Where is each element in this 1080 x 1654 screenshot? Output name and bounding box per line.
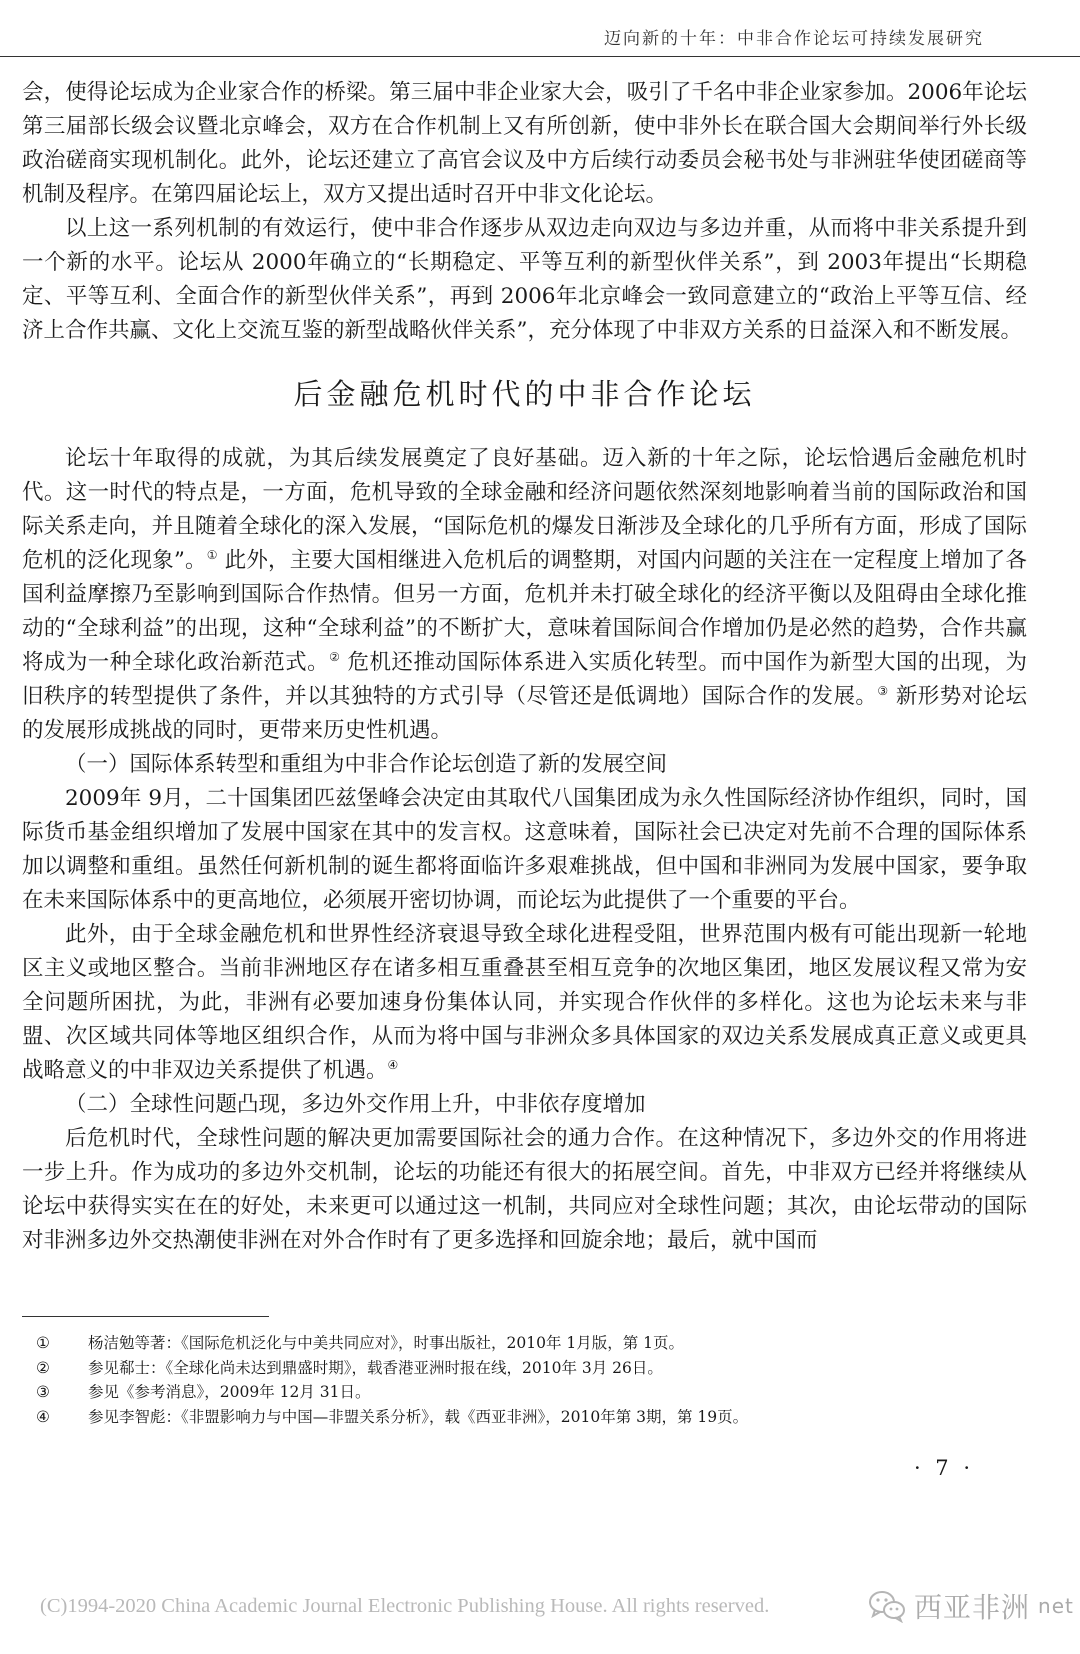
footnote [36, 1331, 1016, 1356]
running-header: 迈向新的十年：中非合作论坛可持续发展研究 [604, 29, 984, 49]
footnote-marker: ④ [36, 1407, 50, 1426]
paragraph [22, 918, 1027, 1088]
footnote-marker: ② [36, 1358, 50, 1377]
wechat-icon [868, 1589, 906, 1623]
footnote [36, 1380, 1016, 1405]
paragraph-text: 此外，由于全球金融危机和世界性经济衰退导致全球化进程受阻，世界范围内极有可能出现新一轮地区主义或地区整合。当前非洲地区存在诸多相互重叠甚至相互竞争的次地区集团，地区发展议程又常为安全问题所困扰，为此，非洲有必要加速身份集体认同，并实现合作伙伴的多样化。这也为论坛未来与非盟、次区域共同体等地区组织合作，从而为将中国与非洲众多具体国家的双边关系发展成真正意义或更具战略意义的中非双边关系提供了机遇。 [22, 922, 1027, 1083]
watermark-text: 西亚非洲 [914, 1591, 1031, 1624]
footnote-rule [22, 1316, 269, 1317]
footnote [36, 1405, 1016, 1430]
footnote-text: 参见郗士：《全球化尚未达到鼎盛时期》，载香港亚洲时报在线，2010年 3月 26日。 [88, 1358, 663, 1377]
paragraph [22, 442, 1027, 748]
footnote-text: 参见《参考消息》，2009年 12月 31日。 [88, 1383, 371, 1401]
copyright-notice: (C)1994-2020 China Academic Journal Electronic Publishing House. All rights reserved. [40, 1595, 770, 1617]
subsection-heading: （一）国际体系转型和重组为中非合作论坛创造了新的发展空间 [65, 752, 668, 777]
paragraph-text: 此外，主要大国相继进入危机后的调整期，对国内问题的关注在一定程度上增加了各国利益摩擦乃至影响到国际合作热情。但另一方面，危机并未打破全球化的经济平衡以及阻碍由全球化推动的“全球利益”的出现，这种“全球利益”的不断扩大，意味着国际间合作增加仍是必然的趋势，合作共赢将成为一种全球化政治新范式。 [22, 548, 1027, 675]
body-text [22, 76, 1027, 1258]
footnote-marker: ① [36, 1334, 50, 1352]
paragraph: 后危机时代，全球性问题的解决更加需要国际社会的通力合作。在这种情况下，多边外交的作用将进一步上升。作为成功的多边外交机制，论坛的功能还有很大的拓展空间。首先，中非双方已经并将继续从论坛中获得实实在在的好处，未来更可以通过这一机制，共同应对全球性问题；其次，由论坛带动的国际对非洲多边外交热潮使非洲在对外合作时有了更多选择和回旋余地；最后，就中国而 [22, 1126, 1027, 1253]
subsection-heading: （二）全球性问题凸现，多边外交作用上升，中非依存度增加 [65, 1092, 646, 1117]
footnote-ref: ③ [877, 683, 889, 698]
paragraph-text: 论坛十年取得的成就，为其后续发展奠定了良好基础。迈入新的十年之际，论坛恰遇后金融危机时代。这一时代的特点是，一方面，危机导致的全球金融和经济问题依然深刻地影响着当前的国际政治和国际关系走向，并且随着全球化的深入发展，“国际危机的爆发日渐涉及全球化的几乎所有方面，形成了国际危机的泛化现象”。 [22, 446, 1027, 573]
footnote-text: 参见李智彪：《非盟影响力与中国—非盟关系分析》，载《西亚非洲》，2010年第 3期，第 19页。 [88, 1407, 749, 1426]
footnote-ref: ① [206, 547, 218, 562]
watermark-tail: net [1038, 1594, 1074, 1618]
paragraph: 2009年 9月，二十国集团匹兹堡峰会决定由其取代八国集团成为永久性国际经济协作组织，同时，国际货币基金组织增加了发展中国家在其中的发言权。这意味着，国际社会已决定对先前不合理的国际体系加以调整和重组。虽然任何新机制的诞生都将面临许多艰难挑战，但中国和非洲同为发展中国家，要争取在未来国际体系中的更高地位，必须展开密切协调，而论坛为此提供了一个重要的平台。 [22, 786, 1027, 913]
paragraph-text: 新形势对论坛的发展形成挑战的同时，更带来历史性机遇。 [22, 684, 1027, 743]
footnotes [36, 1331, 1016, 1429]
paragraph: 以上这一系列机制的有效运行，使中非合作逐步从双边走向双边与多边并重，从而将中非关系提升到一个新的水平。论坛从 2000年确立的“长期稳定、平等互利的新型伙伴关系”，到 2003年提出“长期稳定、平等互利、全面合作的新型伙伴关系”，再到 2006年北京峰会一致同意建立的“政治上平等互信、经济上合作共赢、文化上交流互鉴的新型战略伙伴关系”，充分体现了中非双方关系的日益深入和不断发展。 [22, 216, 1027, 343]
footnote-marker: ③ [36, 1383, 50, 1401]
wechat-watermark [868, 1582, 1074, 1630]
header-rule [0, 56, 1080, 57]
footnote-ref: ② [329, 649, 341, 664]
footnote [36, 1356, 1016, 1381]
paragraph: 会，使得论坛成为企业家合作的桥梁。第三届中非企业家大会，吸引了千名中非企业家参加。2006年论坛第三届部长级会议暨北京峰会，双方在合作机制上又有所创新，使中非外长在联合国大会期间举行外长级政治磋商实现机制化。此外，论坛还建立了高官会议及中方后续行动委员会秘书处与非洲驻华使团磋商等机制及程序。在第四届论坛上，双方又提出适时召开中非文化论坛。 [22, 80, 1027, 207]
section-title: 后金融危机时代的中非合作论坛 [293, 377, 756, 411]
page-number: · 7 · [913, 1456, 974, 1480]
footnote-text: 杨洁勉等著：《国际危机泛化与中美共同应对》，时事出版社，2010年 1月版，第 1页。 [88, 1334, 685, 1352]
footnote-ref: ④ [387, 1057, 399, 1072]
paragraph-text: 危机还推动国际体系进入实质化转型。而中国作为新型大国的出现，为旧秩序的转型提供了条件，并以其独特的方式引导（尽管还是低调地）国际合作的发展。 [22, 650, 1027, 709]
